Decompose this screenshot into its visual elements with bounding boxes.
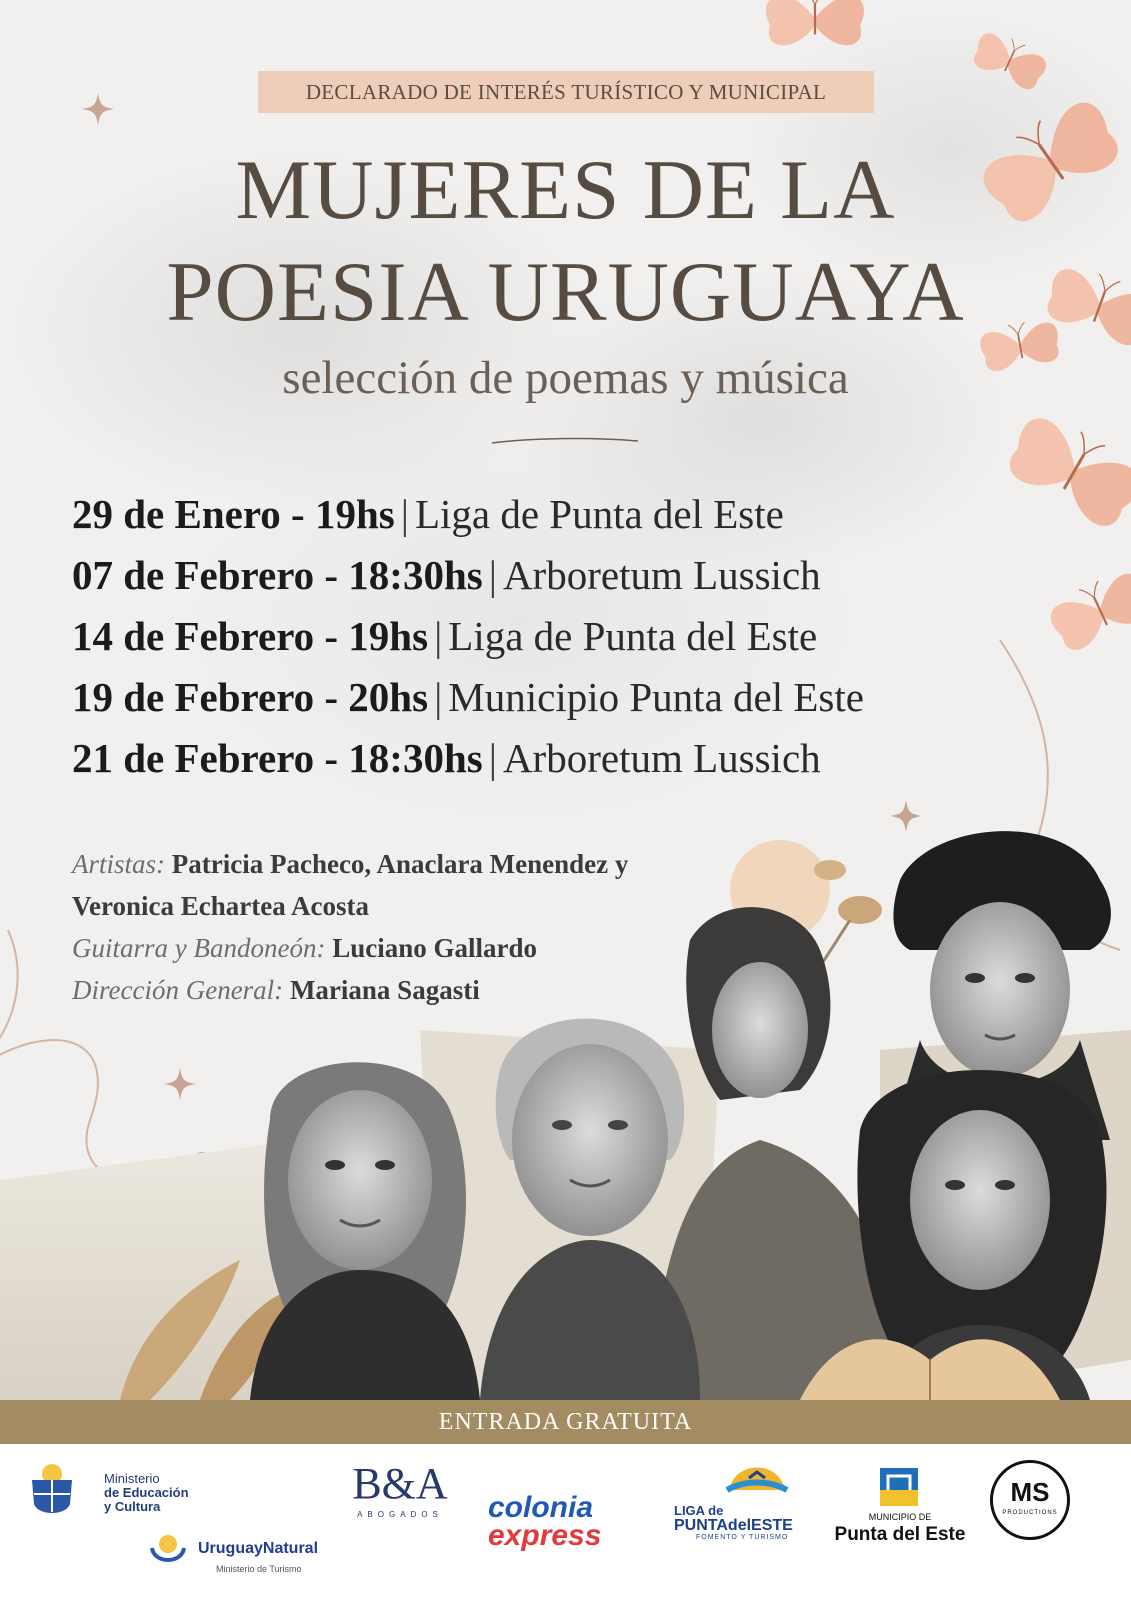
page-subtitle: selección de poemas y música xyxy=(282,352,849,404)
page-title-line-2: POESIA URUGUAYA xyxy=(166,245,965,339)
municipio-logo xyxy=(830,1512,970,1546)
schedule-separator: | xyxy=(400,491,409,537)
liga-punta-del-este-logo xyxy=(674,1504,793,1541)
liga-line-3: FOMENTO Y TURISMO xyxy=(696,1534,789,1541)
schedule-row xyxy=(72,667,1112,728)
credit-names: Veronica Echartea Acosta xyxy=(72,891,369,921)
mec-line-1: Ministerio xyxy=(104,1471,160,1486)
schedule-separator: | xyxy=(488,735,497,781)
mec-line-3: y Cultura xyxy=(104,1499,161,1514)
liga-line-2: PUNTAdelESTE xyxy=(674,1517,793,1534)
uruguay-natural-sub: Ministerio de Turismo xyxy=(216,1564,302,1574)
municipio-emblem-icon xyxy=(878,1466,920,1508)
credit-role: Artistas: xyxy=(72,849,166,879)
colonia-express-logo xyxy=(488,1491,602,1552)
credit-role: Dirección General: xyxy=(72,975,284,1005)
credit-role: Guitarra y Bandoneón: xyxy=(72,933,326,963)
sponsor-logos xyxy=(0,1444,1131,1600)
ba-logo-text: B&A xyxy=(352,1459,448,1508)
entrance-banner: ENTRADA GRATUITA xyxy=(0,1400,1131,1444)
schedule-date: 29 de Enero - 19hs xyxy=(72,491,395,537)
mec-line-2: de Educación xyxy=(104,1485,189,1500)
uruguay-coat-of-arms-icon xyxy=(24,1460,80,1524)
portrait-image xyxy=(250,1062,480,1400)
liga-line-1: LIGA de xyxy=(674,1503,724,1518)
mec-logo xyxy=(104,1472,189,1514)
credit-names: Mariana Sagasti xyxy=(289,975,480,1005)
event-schedule xyxy=(72,484,1112,789)
credit-names: Patricia Pacheco, Anaclara Menendez y xyxy=(171,849,629,879)
schedule-date: 21 de Febrero - 18:30hs xyxy=(72,735,483,781)
ba-abogados-logo xyxy=(335,1459,465,1519)
schedule-venue: Liga de Punta del Este xyxy=(448,613,818,659)
title-divider xyxy=(490,436,640,446)
schedule-row xyxy=(72,545,1112,606)
uruguay-natural-text: UruguayNatural xyxy=(198,1540,319,1557)
schedule-separator: | xyxy=(488,552,497,598)
schedule-row xyxy=(72,728,1112,789)
schedule-venue: Arboretum Lussich xyxy=(502,735,821,781)
liga-punta-del-este-icon xyxy=(725,1454,789,1500)
declaration-badge: DECLARADO DE INTERÉS TURÍSTICO Y MUNICIPAL xyxy=(258,71,874,113)
schedule-venue: Arboretum Lussich xyxy=(502,552,821,598)
schedule-venue: Municipio Punta del Este xyxy=(448,674,864,720)
municipio-line-2: Punta del Este xyxy=(834,1524,966,1545)
schedule-row xyxy=(72,484,1112,545)
schedule-row xyxy=(72,606,1112,667)
schedule-separator: | xyxy=(434,674,443,720)
schedule-date: 14 de Febrero - 19hs xyxy=(72,613,429,659)
schedule-separator: | xyxy=(434,613,443,659)
page-title-line-1: MUJERES DE LA xyxy=(235,143,896,237)
schedule-date: 19 de Febrero - 20hs xyxy=(72,674,429,720)
ms-logo-sub: PRODUCTIONS xyxy=(1002,1510,1058,1516)
ba-logo-sub: ABOGADOS xyxy=(357,1510,443,1519)
ms-logo-text: MS xyxy=(1010,1477,1050,1507)
municipio-line-1: MUNICIPIO DE xyxy=(868,1512,932,1522)
credit-names: Luciano Gallardo xyxy=(332,933,537,963)
schedule-date: 07 de Febrero - 18:30hs xyxy=(72,552,483,598)
colonia-text: colonia xyxy=(488,1491,594,1524)
uruguay-natural-logo xyxy=(198,1540,318,1574)
portrait-collage xyxy=(0,800,1131,1400)
schedule-venue: Liga de Punta del Este xyxy=(414,491,784,537)
ms-productions-logo xyxy=(990,1460,1070,1540)
uruguay-natural-sun-icon xyxy=(148,1530,188,1570)
express-text: express xyxy=(488,1519,602,1552)
